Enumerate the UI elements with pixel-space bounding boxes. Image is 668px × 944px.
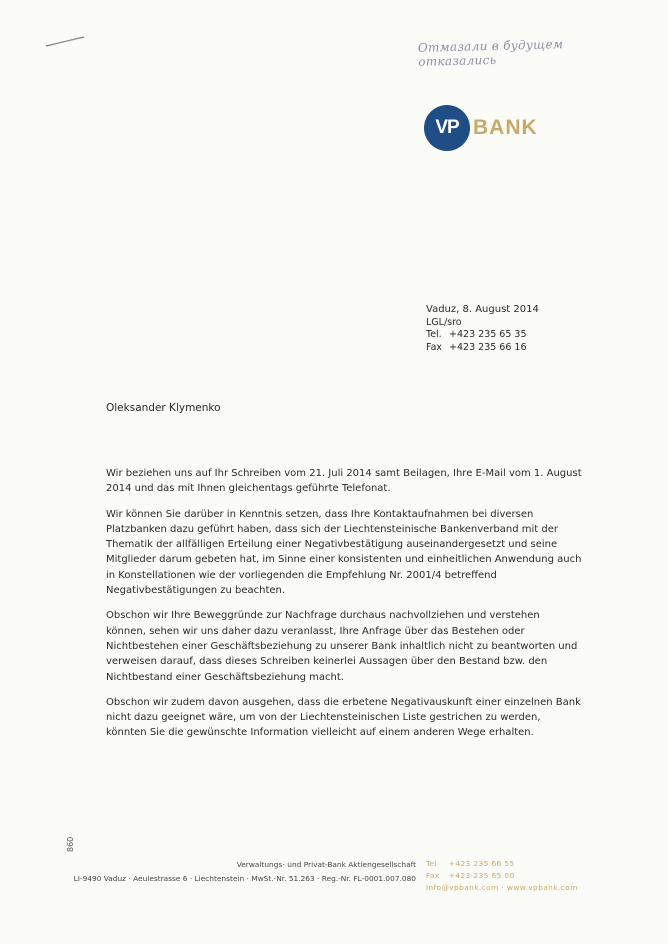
footer-fax: +423 235 65 00 (448, 871, 515, 880)
footer-fax-line (426, 870, 578, 882)
paragraph: Wir können Sie darüber in Kenntnis setzen, dass Ihre Kontaktaufnahmen bei diversen Platzbanken dazu geführt haben, dass sich der Liechtensteinische Bankenverband mit der Thematik der allfälligen Erteilung einer Negativbestätigung auseinandergesetzt und seine Mitglieder darum gebeten hat, im Sinne einer konsistenten und einheitlichen Anwendung auch in Konstellationen wie der vorliegenden die Empfehlung Nr. 2001/4 betreffend Negativbestätigungen zu beachten. (106, 508, 582, 597)
footer-tel-line (426, 858, 578, 870)
paragraph: Obschon wir zudem davon ausgehen, dass die erbetene Negativauskunft einer einzelnen Bank nicht dazu geeignet wäre, um von der Liechtensteinischen Liste gestrichen zu werden, könnten Sie die gewünschte Information vielleicht auf einem anderen Wege erhalten. (106, 696, 581, 739)
handwritten-note: Отмазали в будущем отказались (417, 37, 564, 69)
tel-label: Tel. (426, 329, 442, 340)
tel-number: +423 235 65 35 (449, 329, 527, 340)
fax-label: Fax (426, 341, 443, 353)
footer-tel-label: Tel (426, 859, 438, 868)
recipient-name: Oleksander Klymenko (106, 402, 221, 414)
sender-fax-line (426, 342, 539, 355)
footer-fax-label: Fax (426, 871, 440, 880)
logo-text: BANK (473, 116, 538, 139)
sender-info (426, 304, 539, 354)
date-line: Vaduz, 8. August 2014 (426, 304, 539, 315)
letter-body (106, 466, 582, 751)
footer-company-name: Verwaltungs- und Privat-Bank Aktiengesellschaft (236, 860, 416, 869)
footer-tel: +423 235 66 55 (448, 859, 515, 868)
footer-address: LI-9490 Vaduz · Aeulestrasse 6 · Liechtenstein · MwSt.-Nr. 51.263 · Reg.-Nr. FL-0001.007.080 (73, 874, 416, 883)
paragraph: Obschon wir Ihre Beweggründe zur Nachfrage durchaus nachvollziehen und verstehen können, sehen wir uns daher dazu veranlasst, Ihre Anfrage über das Bestehen oder Nichtbestehen einer Geschäftsbeziehung zu unserer Bank inhaltlich nicht zu beantworten und verweisen darauf, dass dieses Schreiben keinerlei Aussagen über den Bestand bzw. den Nichtbestand einer Geschäftsbeziehung macht. (106, 610, 578, 683)
logo-mark: VP (424, 105, 470, 151)
reference-code: LGL/sro (426, 316, 462, 328)
footer-company-block (72, 858, 416, 886)
fax-number: +423 235 66 16 (449, 341, 527, 353)
paragraph: Wir beziehen uns auf Ihr Schreiben vom 21. Juli 2014 samt Beilagen, Ihre E-Mail vom 1. August 2014 und das mit Ihnen gleichentags geführte Telefonat. (106, 468, 582, 495)
footer-contact-block (426, 858, 578, 894)
footer-web-email: info@vpbank.com · www.vpbank.com (426, 883, 578, 892)
sender-tel-line (426, 329, 539, 342)
vp-bank-logo (424, 105, 538, 151)
side-form-code: 860 (66, 836, 75, 852)
pen-stroke-mark (44, 34, 88, 48)
